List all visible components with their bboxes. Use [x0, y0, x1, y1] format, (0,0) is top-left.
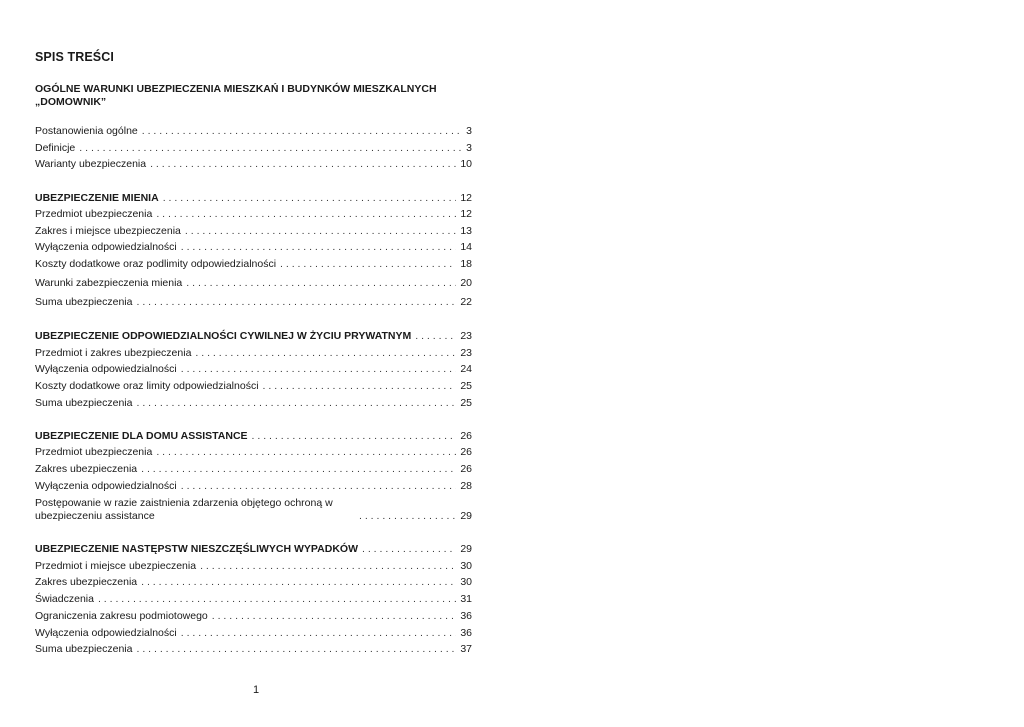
toc-entry-label: Postanowienia ogólne: [35, 125, 138, 137]
toc-entry[interactable]: [35, 296, 472, 309]
toc-entry-label: Zakres i miejsce ubezpieczenia: [35, 225, 181, 237]
toc-entry-label: UBEZPIECZENIE ODPOWIEDZIALNOŚCI CYWILNEJ W ŻYCIU PRYWATNYM: [35, 330, 412, 342]
toc-entry-label: Zakres ubezpieczenia: [35, 576, 138, 588]
dot-leader: [136, 296, 456, 309]
toc-entry-page: 37: [460, 643, 472, 655]
dot-leader: [141, 576, 456, 589]
toc-entry-page: 12: [460, 192, 472, 204]
dot-leader: [181, 241, 457, 254]
dot-leader: [181, 480, 457, 493]
toc-entry[interactable]: [35, 277, 472, 290]
toc-entry[interactable]: [35, 397, 472, 410]
toc-entry-page: 31: [460, 593, 472, 605]
toc-entry-label: Ograniczenia zakresu podmiotowego: [35, 610, 208, 622]
toc-entry-label: Zakres ubezpieczenia: [35, 463, 138, 475]
toc-entry-page: 18: [460, 258, 472, 270]
toc-entry[interactable]: [35, 258, 472, 271]
toc-entry-label: Suma ubezpieczenia: [35, 643, 133, 655]
toc-entry[interactable]: [35, 560, 472, 573]
dot-leader: [252, 430, 457, 443]
toc-entry-label: Wyłączenia odpowiedzialności: [35, 363, 177, 375]
toc-entry-page: 13: [460, 225, 472, 237]
toc-entry-label: Przedmiot ubezpieczenia: [35, 446, 153, 458]
toc-entry-page: 36: [460, 627, 472, 639]
toc-entry-page: 3: [466, 125, 472, 137]
toc-entry-page: 29: [460, 543, 472, 555]
dot-leader: [181, 363, 457, 376]
toc-entry[interactable]: [35, 208, 472, 221]
toc-entry[interactable]: [35, 610, 472, 623]
toc-entry-page: 29: [460, 510, 472, 522]
toc-section-heading[interactable]: [35, 430, 472, 443]
toc-entry-page: 26: [460, 446, 472, 458]
toc-entry-label: Wyłączenia odpowiedzialności: [35, 627, 177, 639]
toc-entry[interactable]: [35, 627, 472, 640]
toc-section-heading[interactable]: [35, 543, 472, 556]
dot-leader: [186, 277, 456, 290]
dot-leader: [163, 192, 457, 205]
toc-entry-page: 30: [460, 576, 472, 588]
toc-entry-label: Suma ubezpieczenia: [35, 296, 133, 308]
toc-entry-page: 26: [460, 463, 472, 475]
toc-entry-label: UBEZPIECZENIE NASTĘPSTW NIESZCZĘŚLIWYCH WYPADKÓW: [35, 543, 358, 555]
toc-entry-page: 36: [460, 610, 472, 622]
toc-entry-page: 25: [460, 380, 472, 392]
toc-entry-page: 26: [460, 430, 472, 442]
dot-leader: [280, 258, 456, 271]
dot-leader: [212, 610, 457, 623]
dot-leader: [415, 330, 456, 343]
toc-entry[interactable]: [35, 643, 472, 656]
toc-entry[interactable]: [35, 380, 472, 393]
toc-entry-page: 30: [460, 560, 472, 572]
toc-entry-page: 25: [460, 397, 472, 409]
toc-entry[interactable]: [35, 158, 472, 171]
toc-entry[interactable]: [35, 593, 472, 606]
toc-entry-label: Warunki zabezpieczenia mienia: [35, 277, 183, 289]
toc-entry-page: 28: [460, 480, 472, 492]
dot-leader: [156, 446, 456, 459]
toc-entry[interactable]: [35, 576, 472, 589]
toc-entry-label: Przedmiot ubezpieczenia: [35, 208, 153, 220]
toc-entry-label: Przedmiot i zakres ubezpieczenia: [35, 347, 192, 359]
dot-leader: [200, 560, 456, 573]
toc-entry-label: Koszty dodatkowe oraz podlimity odpowiedzialności: [35, 258, 277, 270]
toc-entry-page: 10: [460, 158, 472, 170]
dot-leader: [79, 142, 462, 155]
toc-entry[interactable]: [35, 463, 472, 476]
toc-entry-label: Koszty dodatkowe oraz limity odpowiedzialności: [35, 380, 259, 392]
toc-entry-label: Warianty ubezpieczenia: [35, 158, 147, 170]
toc-entry-label: Świadczenia: [35, 593, 94, 605]
dot-leader: [181, 627, 457, 640]
dot-leader: [195, 347, 456, 360]
dot-leader: [263, 380, 457, 393]
toc-entry[interactable]: [35, 363, 472, 376]
toc-entry-page: 14: [460, 241, 472, 253]
toc-entry-label: Postępowanie w razie zaistnienia zdarzenia objętego ochroną w ubezpieczeniu assistance: [35, 497, 333, 522]
toc-entry-label: UBEZPIECZENIE MIENIA: [35, 192, 159, 204]
toc-entry[interactable]: [35, 480, 472, 493]
toc-entry[interactable]: [35, 347, 472, 360]
toc-entry-page: 12: [460, 208, 472, 220]
toc-entry-label: Suma ubezpieczenia: [35, 397, 133, 409]
dot-leader: [362, 543, 456, 556]
dot-leader: [185, 225, 456, 238]
toc-entry-label: Przedmiot i miejsce ubezpieczenia: [35, 560, 197, 572]
toc-entry[interactable]: [35, 225, 472, 238]
toc-entry[interactable]: [35, 125, 472, 138]
toc-entry-label: UBEZPIECZENIE DLA DOMU ASSISTANCE: [35, 430, 248, 442]
dot-leader: [156, 208, 456, 221]
dot-leader: [98, 593, 456, 606]
toc-section-heading[interactable]: [35, 330, 472, 343]
toc-entry-page: 23: [460, 347, 472, 359]
dot-leader: [359, 510, 456, 523]
page-title: SPIS TREŚCI: [35, 50, 114, 64]
toc-entry-label: Wyłączenia odpowiedzialności: [35, 480, 177, 492]
toc-entry-label: Wyłączenia odpowiedzialności: [35, 241, 177, 253]
toc-entry[interactable]: [35, 497, 472, 523]
document-subtitle: OGÓLNE WARUNKI UBEZPIECZENIA MIESZKAŃ I BUDYNKÓW MIESZKALNYCH „DOMOWNIK”: [35, 83, 437, 108]
page-number: 1: [253, 684, 260, 696]
toc-entry-page: 22: [460, 296, 472, 308]
dot-leader: [150, 158, 456, 171]
dot-leader: [142, 125, 462, 138]
dot-leader: [136, 643, 456, 656]
toc-entry[interactable]: [35, 446, 472, 459]
toc-entry[interactable]: [35, 142, 472, 155]
toc-entry-label: Definicje: [35, 142, 76, 154]
dot-leader: [136, 397, 456, 410]
toc-entry-page: 24: [460, 363, 472, 375]
toc-entry[interactable]: [35, 241, 472, 254]
toc-entry-page: 3: [466, 142, 472, 154]
dot-leader: [141, 463, 456, 476]
toc-section-heading[interactable]: [35, 192, 472, 205]
toc-entry-page: 20: [460, 277, 472, 289]
toc-entry-page: 23: [460, 330, 472, 342]
